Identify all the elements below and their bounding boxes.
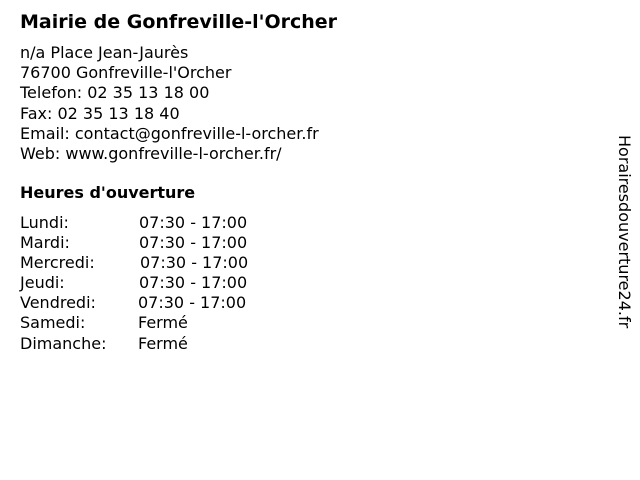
web-line xyxy=(20,144,319,164)
day-time: Fermé xyxy=(138,313,188,333)
phone-number: Telefon: 02 35 13 18 00 xyxy=(20,83,210,103)
web-link[interactable]: www.gonfreville-l-orcher.fr/ xyxy=(65,143,282,163)
day-time: 07:30 - 17:00 xyxy=(139,273,248,293)
hours-row-wednesday xyxy=(20,253,320,273)
day-time: Fermé xyxy=(138,333,188,353)
day-label: Lundi: xyxy=(20,213,69,232)
day-label: Mercredi: xyxy=(20,253,95,273)
email-link[interactable]: contact@gonfreville-l-orcher.fr xyxy=(74,123,319,143)
hours-row-tuesday xyxy=(20,233,320,253)
email-line xyxy=(20,124,319,144)
day-label: Vendredi: xyxy=(20,293,96,313)
day-label: Jeudi: xyxy=(20,273,65,293)
day-time: 07:30 - 17:00 xyxy=(138,293,247,313)
hours-row-saturday xyxy=(20,313,320,333)
site-watermark: Horairesdouverture24.fr xyxy=(615,135,634,329)
day-label: Dimanche: xyxy=(20,333,107,353)
hours-heading: Heures d'ouverture xyxy=(20,183,196,202)
day-label: Samedi: xyxy=(20,313,86,333)
fax-number: Fax: 02 35 13 18 40 xyxy=(20,103,180,123)
address-street: n/a Place Jean-Jaurès xyxy=(20,43,189,62)
web-label: Web: xyxy=(20,143,66,163)
day-time: 07:30 - 17:00 xyxy=(139,213,248,232)
day-time: 07:30 - 17:00 xyxy=(140,253,249,273)
contact-info xyxy=(20,43,319,164)
hours-row-sunday xyxy=(20,334,320,354)
hours-row-thursday xyxy=(20,273,320,293)
page-title: Mairie de Gonfreville-l'Orcher xyxy=(20,11,338,33)
opening-hours-list xyxy=(20,213,320,354)
hours-row-monday xyxy=(20,213,320,233)
address-city: 76700 Gonfreville-l'Orcher xyxy=(20,63,232,83)
day-label: Mardi: xyxy=(20,233,70,253)
day-time: 07:30 - 17:00 xyxy=(139,233,248,253)
email-label: Email: xyxy=(20,123,75,143)
hours-row-friday xyxy=(20,293,320,313)
